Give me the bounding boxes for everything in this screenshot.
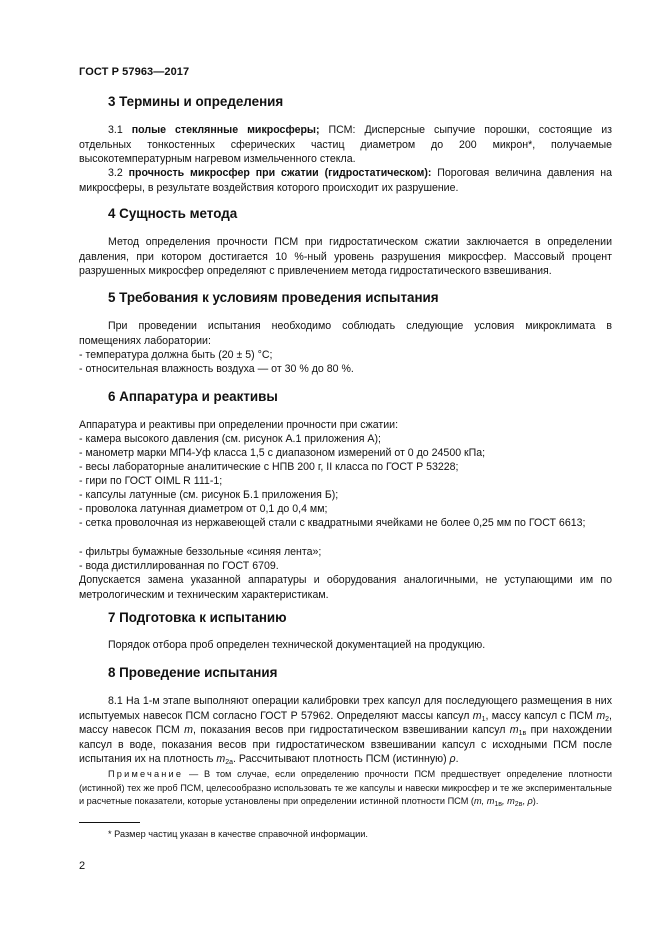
symbol-m: m [184,724,193,736]
clause-8-1-text: . [455,753,459,765]
note-symbols: , m [502,796,515,806]
note-separator: , [522,796,528,806]
symbol-rho: ρ [527,796,533,806]
section-5-item: - относительная влажность воздуха — от 30 % до 80 %. [79,363,354,375]
note-text: — В том случае, если определению прочности ПСМ предшествует определение плотности (истинной) тех же проб ПСМ, целесообразно использовать те же капсулы и навески микросфер и те же экспериментальные и расчетные показатели, которые установлены при определении истинной плотности ПСМ ( [79,769,612,806]
section-6-outro: Допускается замена указанной аппаратуры и оборудования аналогичными, не уступающими им по метрологическим и техническим характеристикам. [79,574,612,601]
section-8-heading: 8 Проведение испытания [108,665,278,680]
equipment-item: - капсулы латунные (см. рисунок Б.1 приложения Б); [79,489,339,501]
definition-3-2-term: прочность микросфер при сжатии (гидростатическом): [128,167,432,179]
section-5-item: - температура должна быть (20 ± 5) °С; [79,349,273,361]
footnote-divider [79,822,140,823]
subscript: 2в [514,801,523,808]
equipment-item: - гири по ГОСТ OIML R 111-1; [79,475,223,487]
page-number: 2 [79,860,86,872]
section-4-paragraph: Метод определения прочности ПСМ при гидростатическом сжатии заключается в определении давления, при котором достигается 10 %-ный уровень разрушения микросфер. Массовый процент разрушенных микросфер определяют с привлечением метода гидростатического взвешивания. [79,236,612,277]
clause-8-1-text: 8.1 На 1-м этапе выполняют операции калибровки трех капсул для последующего размещения в них испытуемых навесок ПСМ согласно ГОСТ Р 57962. Определяют массы капсул [79,695,612,722]
clause-8-1-text: , массу навесок ПСМ [79,709,612,736]
definition-3-1-text: ПСМ: Дисперсные сыпучие порошки, состоящие из отдельных тонкостенных сферических частиц диаметром до 200 микрон*, получаемые высокотемпературным нагревом измельченного стекла. [79,124,612,165]
note-label: Примечание [108,769,184,779]
footnote: * Размер частиц указан в качестве справочной информации. [108,829,368,839]
section-7-heading: 7 Подготовка к испытанию [108,610,287,625]
section-6-intro: Аппаратура и реактивы при определении прочности при сжатии: [79,419,399,431]
clause-8-1-text: при нахождении капсул в воде, показания весов при гидростатическом взвешивании капсул с исходными ПСМ после испытания их на плотность [79,724,612,765]
definition-3-1-number: 3.1 [108,124,123,136]
subscript: 2а [225,759,234,766]
clause-8-1-text: . Рассчитывают плотность ПСМ (истинную) [233,753,450,765]
equipment-item: - сетка проволочная из нержавеющей стали с квадратными ячейками не более 0,25 мм по ГОСТ 6613; [79,517,586,529]
symbol-m: m [596,709,606,722]
definition-3-1-term: полые стеклянные микросферы; [131,124,320,136]
equipment-item: - весы лабораторные аналитические с НПВ 200 г, II класса по ГОСТ Р 53228; [79,461,459,473]
subscript: 1в [494,801,503,808]
note [79,768,612,809]
definition-3-2-text: Пороговая величина давления на микросферы, в результате воздействия которого происходит их разрушение. [79,167,612,194]
clause-8-1 [79,694,612,767]
clause-8-1-text: , показания весов при гидростатическом взвешивании капсул [192,724,510,736]
clause-8-1-text: , массу капсул с ПСМ [485,709,597,722]
equipment-item: - проволока латунная диаметром от 0,1 до 0,4 мм; [79,503,328,515]
symbol-rho: ρ [449,753,456,765]
section-7-paragraph: Порядок отбора проб определен технической документацией на продукцию. [108,639,486,651]
definition-3-2-number: 3.2 [108,167,123,179]
note-symbols: m, m [473,796,495,806]
definition-3-2 [79,166,612,195]
note-text: ). [532,796,539,806]
subscript: 1 [481,715,486,723]
section-4-heading: 4 Сущность метода [108,206,238,221]
equipment-item: - вода дистиллированная по ГОСТ 6709. [79,560,279,572]
section-3-heading: 3 Термины и определения [108,94,284,109]
section-5-heading: 5 Требования к условиям проведения испытания [108,290,439,305]
section-6-heading: 6 Аппаратура и реактивы [108,389,278,404]
section-5-paragraph: При проведении испытания необходимо соблюдать следующие условия микроклимата в помещениях лаборатории: [79,320,612,347]
symbol-m: m [509,724,519,736]
symbol-m: m [216,753,226,765]
subscript: 2 [605,715,610,723]
definition-3-1 [79,123,612,167]
symbol-m: m [472,709,482,722]
equipment-item: - манометр марки МП4-Уф класса 1,5 с диапазоном измерений от 0 до 24500 кПа; [79,447,486,459]
document-header: ГОСТ Р 57963—2017 [79,66,190,78]
equipment-item: - камера высокого давления (см. рисунок А.1 приложения А); [79,433,381,445]
equipment-item: - фильтры бумажные беззольные «синяя лента»; [79,546,322,558]
subscript: 1в [518,730,527,737]
